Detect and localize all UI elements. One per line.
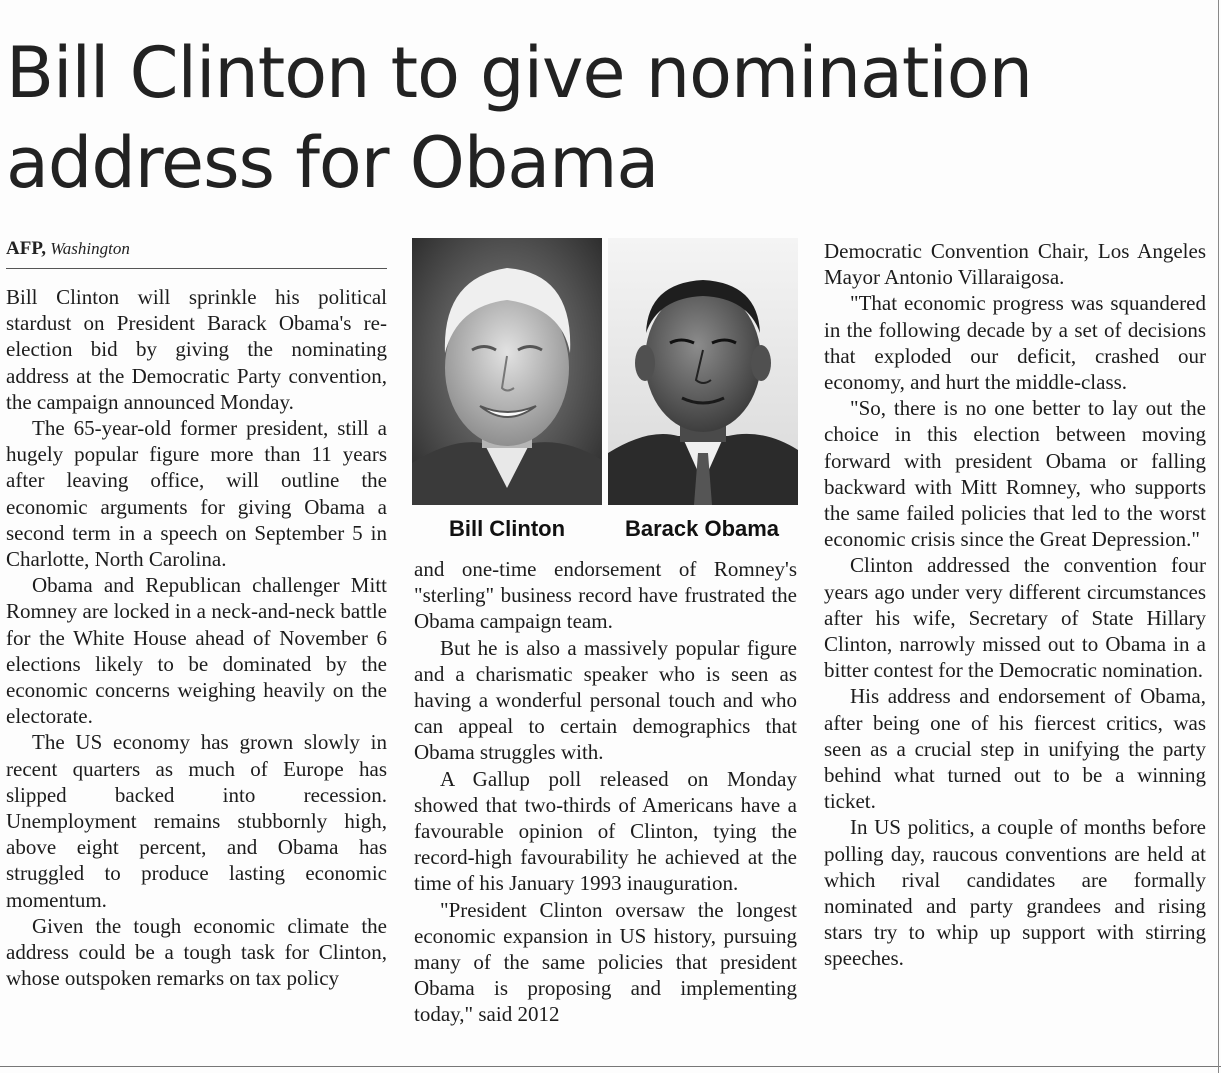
paragraph: Democratic Convention Chair, Los Angeles Mayor Antonio Villaraigosa. [824, 239, 1206, 290]
paragraph: Obama and Republican challenger Mitt Romney are locked in a neck-and-neck battle for the White House ahead of November 6 elections likely to be dominated by the economic concerns weighing heavily on the electorate. [6, 573, 387, 729]
article-column-1 [6, 284, 387, 991]
paragraph: The US economy has grown slowly in recent quarters as much of Europe has slipped backed into recession. Unemployment remains stubbornly high, above eight percent, and Obama has struggled to produce lasting economic momentum. [6, 730, 387, 912]
article-column-2 [414, 556, 797, 1028]
article-column-3 [824, 238, 1206, 972]
portrait-illustration [412, 238, 602, 505]
photo-bill-clinton [412, 238, 602, 505]
paragraph: Clinton addressed the convention four years ago under very different circumstances after his wife, Secretary of State Hillary Clinton, narrowly missed out to Obama in a bitter contest for the Democratic nomination. [824, 553, 1206, 683]
paragraph: and one-time endorsement of Romney's "sterling" business record have frustrated the Obama campaign team. [414, 557, 797, 634]
caption-bill-clinton: Bill Clinton [448, 516, 566, 541]
paragraph: Bill Clinton will sprinkle his political stardust on President Barack Obama's re-election bid by giving the nominating address at the Democratic Party convention, the campaign announced Monday. [6, 285, 387, 414]
bottom-divider [0, 1066, 1221, 1067]
paragraph: "That economic progress was squandered in the following decade by a set of decisions that exploded our deficit, crashed our economy, and hurt the middle-class. [824, 291, 1206, 395]
byline-divider [6, 268, 387, 269]
byline [6, 238, 387, 260]
right-border [1218, 0, 1219, 1073]
caption-barack-obama: Barack Obama [624, 516, 780, 541]
paragraph: A Gallup poll released on Monday showed that two-thirds of Americans have a favourable opinion of Clinton, tying the record-high favourability he achieved at the time of his January 1993 inauguration. [414, 766, 797, 896]
byline-agency: AFP, [6, 238, 46, 259]
paragraph: "President Clinton oversaw the longest economic expansion in US history, pursuing many of the same policies that president Obama is proposing and implementing today," said 2012 [414, 897, 797, 1027]
paragraph: "So, there is no one better to lay out the choice in this election between moving forward with president Obama or falling backward with Mitt Romney, who supports the same failed policies that led to the worst economic crisis since the Great Depression." [824, 396, 1206, 552]
paragraph: Given the tough economic climate the address could be a tough task for Clinton, whose outspoken remarks on tax policy [6, 913, 387, 991]
portrait-illustration [608, 238, 798, 505]
paragraph: But he is also a massively popular figure and a charismatic speaker who is seen as having a wonderful personal touch and who can appeal to certain demographics that Obama struggles with. [414, 635, 797, 765]
headline-line-1: Bill Clinton to give nomination [6, 32, 1032, 114]
headline [6, 28, 1216, 208]
byline-location: Washington [50, 239, 130, 258]
photo-barack-obama [608, 238, 798, 505]
headline-line-2: address for Obama [6, 122, 659, 204]
paragraph: The 65-year-old former president, still a hugely popular figure more than 11 years after leaving office, will outline the economic arguments for giving Obama a second term in a speech on September 5 in Charlotte, North Carolina. [6, 416, 387, 572]
paragraph: His address and endorsement of Obama, after being one of his fiercest critics, was seen as a crucial step in unifying the party behind what turned out to be a winning ticket. [824, 684, 1206, 814]
paragraph: In US politics, a couple of months before polling day, raucous conventions are held at which rival candidates are formally nominated and party grandees and rising stars try to whip up support with stirring speeches. [824, 815, 1206, 971]
